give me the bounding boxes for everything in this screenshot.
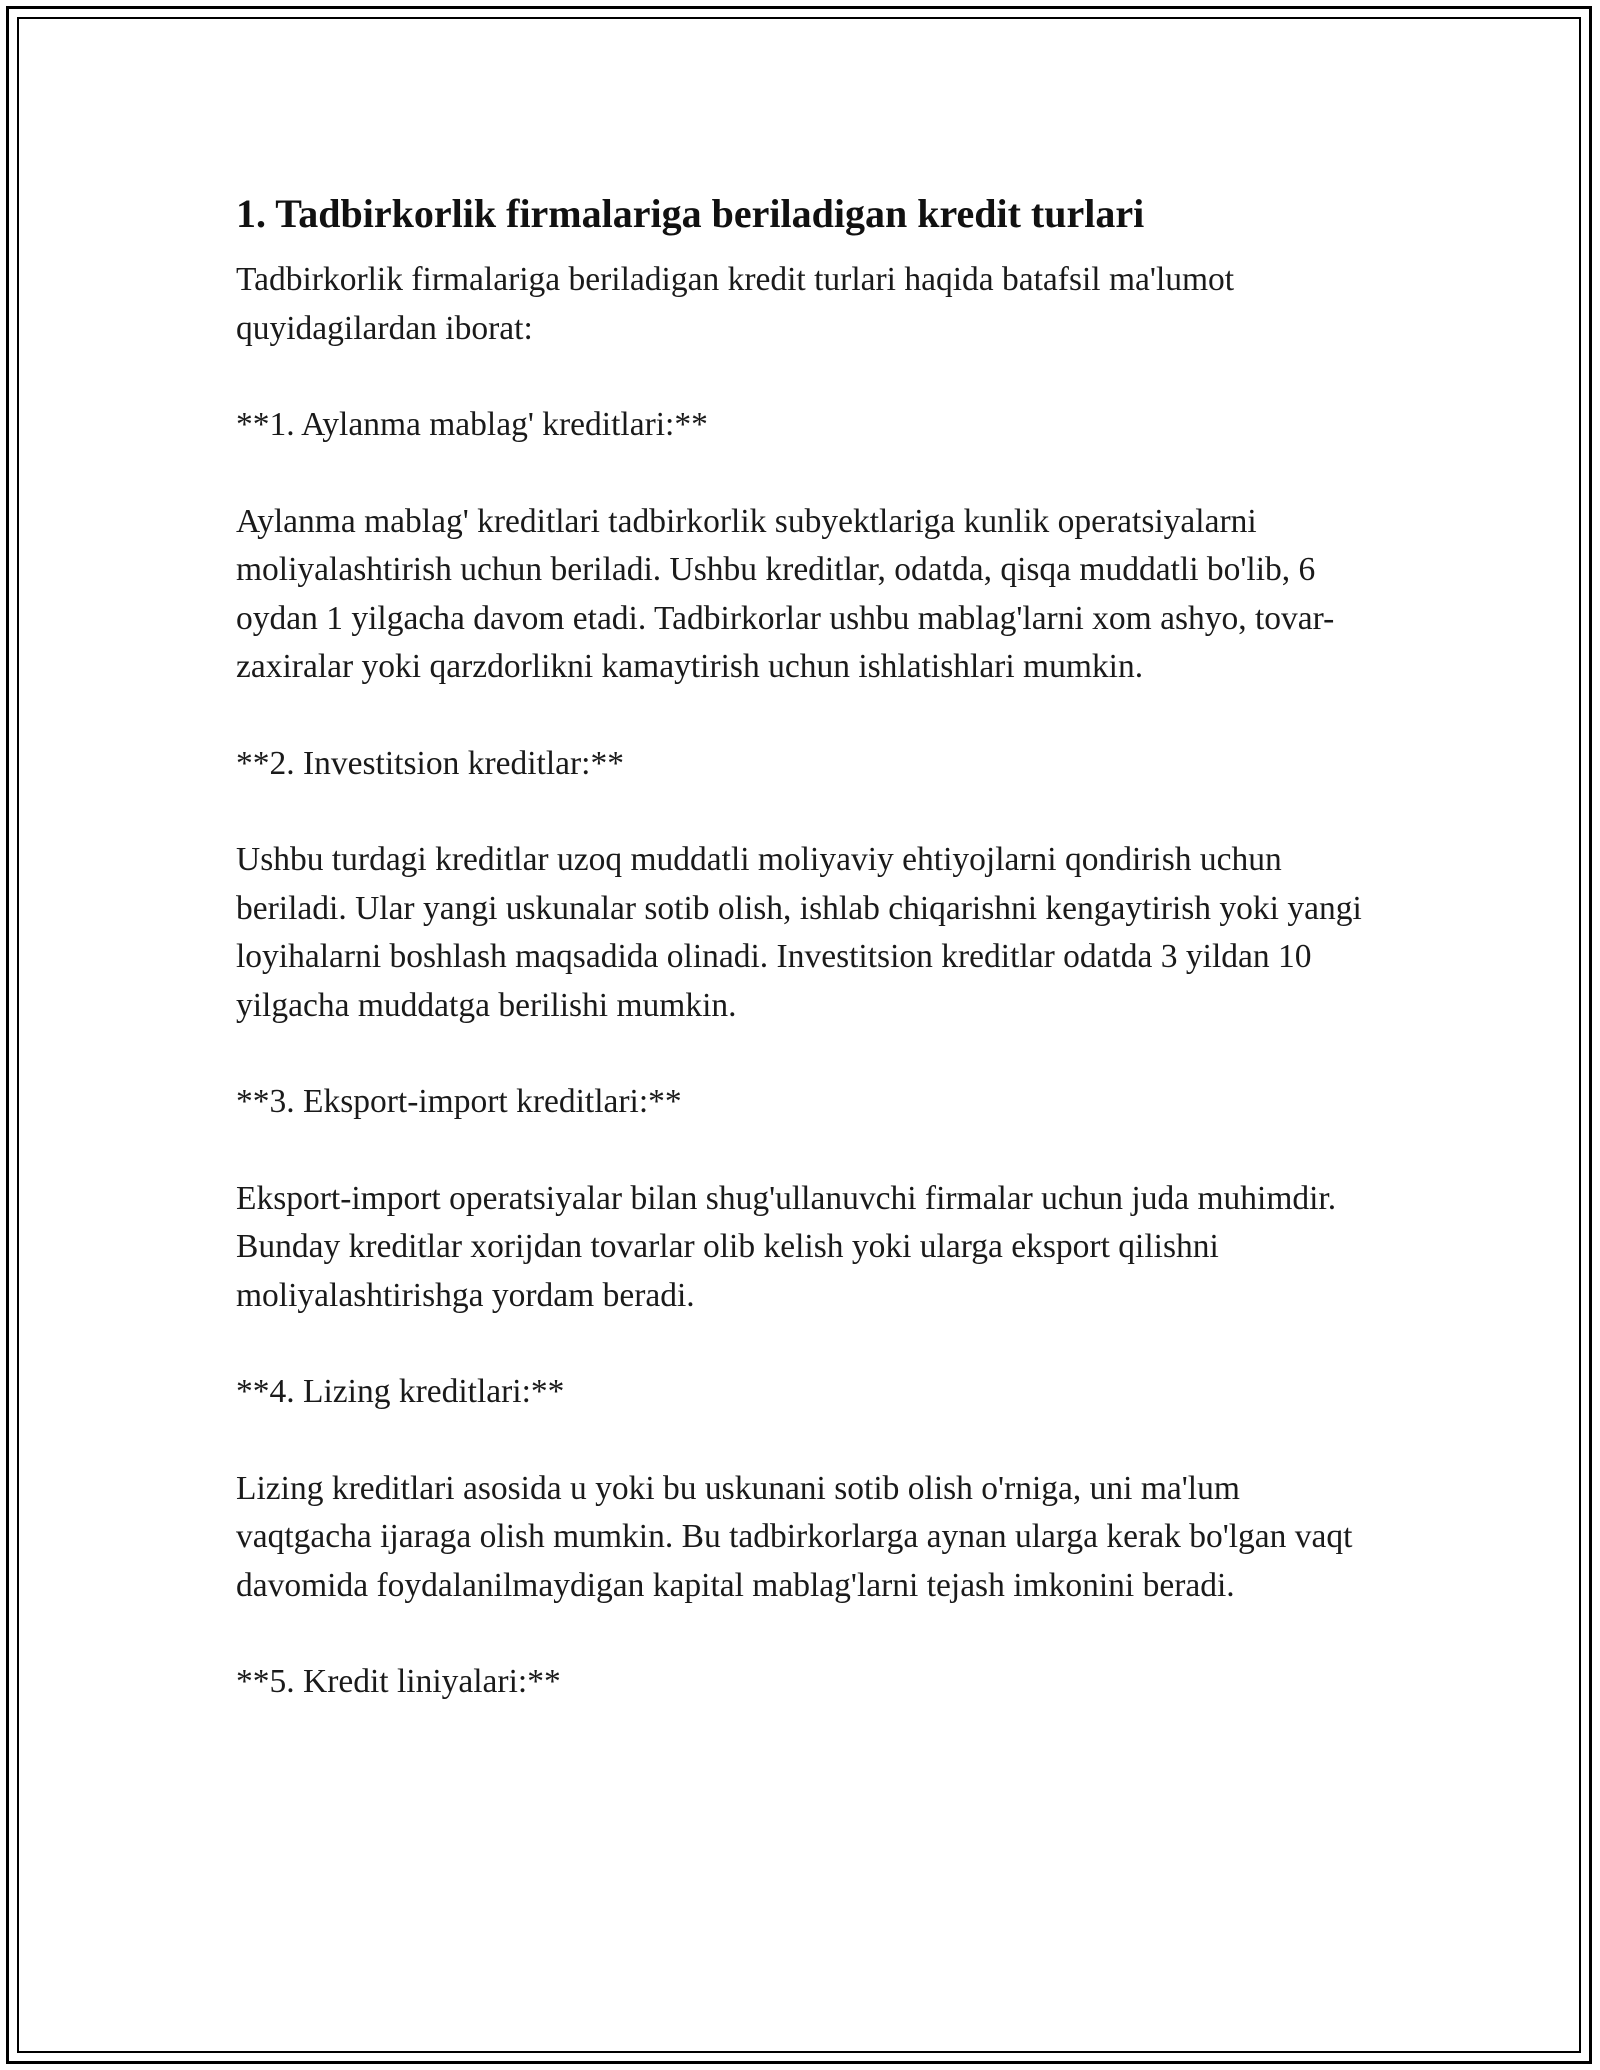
section-heading: 1. Tadbirkorlik firmalariga beriladigan kredit turlari <box>236 191 1145 236</box>
section-2-title: **2. Investitsion kreditlar:** <box>236 744 624 782</box>
section-1-title: **1. Aylanma mablag' kreditlari:** <box>236 406 708 443</box>
section-4-body: Lizing kreditlari asosida u yoki bu uskunani sotib olish o'rniga, uni ma'lum vaqtgacha ijaraga olish mumkin. Bu tadbirkorlarga aynan ularga kerak bo'lgan vaqt davomida foydalanilmaydigan kapital mablag'larni tejash imkonini beradi. <box>236 1469 1353 1604</box>
section-1-body: Aylanma mablag' kreditlari tadbirkorlik subyektlariga kunlik operatsiyalarni moliyalashtirish uchun beriladi. Ushbu kreditlar, odatda, qisqa muddatli bo'lib, 6 oydan 1 yilgacha davom etadi. Tadbirkorlar ushbu mablag'larni xom ashyo, tovar-zaxiralar yoki qarzdorlikni kamaytirish uchun ishlatishlari mumkin. <box>236 502 1335 685</box>
section-3-title: **3. Eksport-import kreditlari:** <box>236 1083 682 1120</box>
intro-paragraph: Tadbirkorlik firmalariga beriladigan kredit turlari haqida batafsil ma'lumot quyidagilardan iborat: <box>236 261 1235 347</box>
document-body <box>236 186 1366 1707</box>
section-4-title: **4. Lizing kreditlari:** <box>236 1373 565 1410</box>
section-3-body: Eksport-import operatsiyalar bilan shug'ullanuvchi firmalar uchun juda muhimdir. Bunday kreditlar xorijdan tovarlar olib kelish yoki ularga eksport qilishni moliyalashtirishga yordam beradi. <box>236 1179 1337 1314</box>
section-2-body: Ushbu turdagi kreditlar uzoq muddatli moliyaviy ehtiyojlarni qondirish uchun beriladi. Ular yangi uskunalar sotib olish, ishlab chiqarishni kengaytirish yoki yangi loyihalarni boshlash maqsadida olinadi. Investitsion kreditlar odatda 3 yildan 10 yilgacha muddatga berilishi mumkin. <box>236 841 1362 1024</box>
section-5-title: **5. Kredit liniyalari:** <box>236 1663 561 1700</box>
